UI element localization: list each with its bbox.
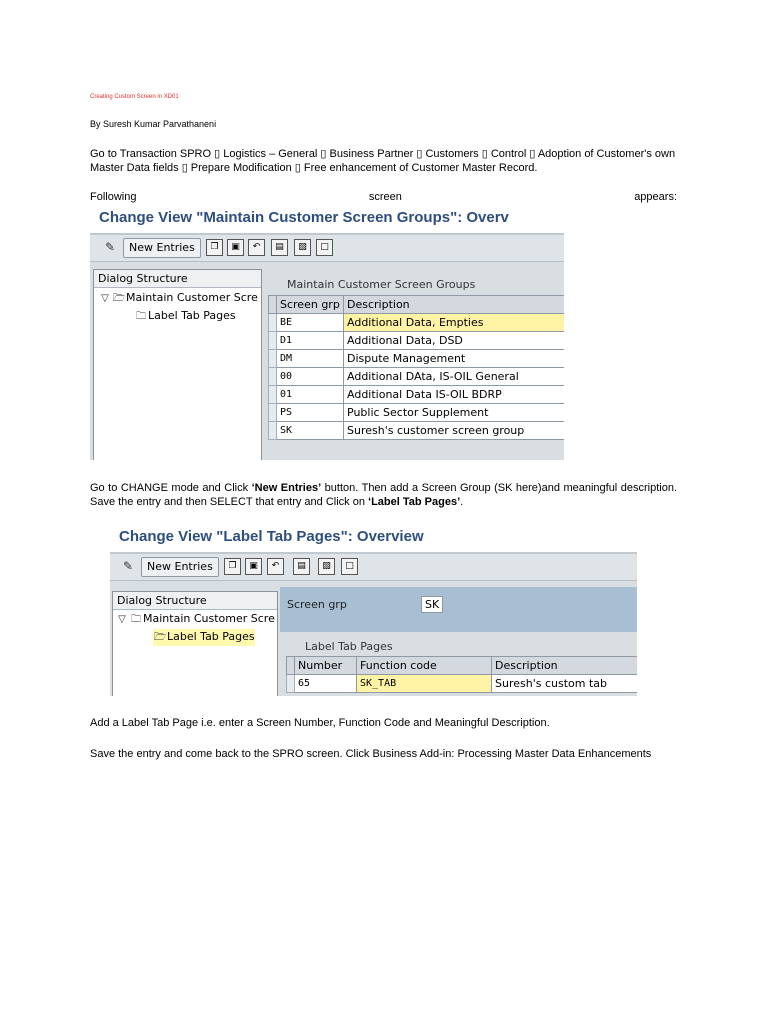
- follow-word-1: Following: [90, 191, 137, 203]
- grid-title: Label Tab Pages: [305, 640, 393, 653]
- document-title: Creating Custom Screen in XD01: [90, 94, 179, 100]
- follow-word-3: appears:: [634, 191, 677, 203]
- table-row[interactable]: [269, 368, 565, 386]
- screenshot-title-bar: [90, 205, 564, 235]
- description-cell[interactable]: Suresh's customer screen group: [344, 422, 565, 440]
- screenshot-title-bar: [110, 524, 637, 554]
- row-selector[interactable]: [269, 368, 277, 386]
- grid-title: Maintain Customer Screen Groups: [287, 278, 476, 291]
- instruction-text-1: Go to CHANGE mode and Click: [90, 482, 252, 494]
- table-row[interactable]: [269, 314, 565, 332]
- glasses-icon[interactable]: ✎: [122, 559, 134, 573]
- table-row[interactable]: [269, 332, 565, 350]
- description-cell[interactable]: Additional Data, DSD: [344, 332, 565, 350]
- screenshot-screen-groups: [90, 205, 564, 460]
- table-row[interactable]: [269, 350, 565, 368]
- select-block-icon[interactable]: ▧: [318, 558, 335, 575]
- expand-triangle-icon[interactable]: ▽: [118, 614, 126, 625]
- select-all-cell[interactable]: [269, 296, 277, 314]
- delete-icon[interactable]: ▣: [227, 239, 244, 256]
- row-selector[interactable]: [269, 404, 277, 422]
- spro-path-paragraph: Go to Transaction SPRO ▯ Logistics – General ▯ Business Partner ▯ Customers ▯ Control ▯ Adoption of Customer's own Master Data fields ▯ Prepare Modification ▯ Free enhancement of Customer Master Record.: [90, 148, 676, 174]
- instruction-text-3: .: [460, 496, 464, 508]
- expand-triangle-icon[interactable]: ▽: [101, 293, 109, 304]
- table-header-row: [287, 657, 638, 675]
- open-folder-icon: 🗁: [112, 293, 126, 304]
- row-selector[interactable]: [269, 386, 277, 404]
- description-cell[interactable]: Suresh's custom tab: [492, 675, 638, 693]
- folder-icon: 🗀: [136, 311, 146, 322]
- label-tab-pages-emphasis: ‘Label Tab Pages’: [368, 496, 461, 508]
- function-code-cell[interactable]: SK_TAB: [357, 675, 492, 693]
- screen-groups-table: [268, 295, 564, 440]
- number-cell[interactable]: 65: [295, 675, 357, 693]
- dialog-structure-panel: [93, 269, 262, 460]
- new-entries-emphasis: ‘New Entries’: [251, 482, 322, 494]
- application-toolbar: [90, 235, 564, 262]
- application-toolbar: [110, 554, 637, 581]
- row-selector[interactable]: [269, 332, 277, 350]
- follow-word-2: screen: [368, 191, 402, 203]
- tree-item-customer-screens[interactable]: [98, 290, 258, 307]
- dialog-structure-panel: [112, 591, 278, 696]
- column-header-description[interactable]: Description: [344, 296, 565, 314]
- label-tab-pages-table: [286, 656, 637, 693]
- tree-root-label: Maintain Customer Scre: [143, 612, 275, 625]
- screen-grp-field[interactable]: SK: [421, 596, 443, 613]
- description-cell[interactable]: Additional Data IS-OIL BDRP: [344, 386, 565, 404]
- description-cell[interactable]: Additional Data, Empties: [344, 314, 565, 332]
- screen-grp-cell[interactable]: DM: [277, 350, 344, 368]
- author-line: By Suresh Kumar Parvathaneni: [90, 119, 217, 129]
- open-folder-icon: 🗁: [153, 632, 167, 643]
- table-row[interactable]: [269, 422, 565, 440]
- copy-icon[interactable]: ❐: [224, 558, 241, 575]
- select-all-icon[interactable]: ▤: [271, 239, 288, 256]
- tree-child-label: Label Tab Pages: [167, 630, 255, 643]
- select-all-cell[interactable]: [287, 657, 295, 675]
- row-selector[interactable]: [287, 675, 295, 693]
- description-cell[interactable]: Additional DAta, IS-OIL General: [344, 368, 565, 386]
- screenshot-label-tab-pages: [110, 524, 637, 696]
- glasses-icon[interactable]: ✎: [104, 240, 116, 254]
- tree-root-label: Maintain Customer Scre: [126, 291, 258, 304]
- screenshot-title: Change View "Maintain Customer Screen Groups": Overv: [99, 209, 509, 226]
- folder-icon: 🗀: [131, 614, 141, 625]
- instruction-paragraph: [90, 481, 677, 509]
- new-entries-button[interactable]: New Entries: [123, 238, 201, 258]
- description-cell[interactable]: Dispute Management: [344, 350, 565, 368]
- column-header-description[interactable]: Description: [492, 657, 638, 675]
- dialog-structure-heading: Dialog Structure: [113, 592, 277, 610]
- table-row[interactable]: [269, 386, 565, 404]
- undo-icon[interactable]: ↶: [267, 558, 284, 575]
- new-entries-button[interactable]: New Entries: [141, 557, 219, 577]
- tree-item-label-tab-pages[interactable]: [134, 308, 236, 325]
- screen-grp-cell[interactable]: 01: [277, 386, 344, 404]
- tree-child-label: Label Tab Pages: [148, 309, 236, 322]
- copy-icon[interactable]: ❐: [206, 239, 223, 256]
- screen-grp-label: Screen grp: [287, 598, 347, 611]
- screen-grp-cell[interactable]: 00: [277, 368, 344, 386]
- tree-item-label-tab-pages[interactable]: [153, 629, 255, 646]
- description-cell[interactable]: Public Sector Supplement: [344, 404, 565, 422]
- table-row[interactable]: [269, 404, 565, 422]
- deselect-all-icon[interactable]: □: [341, 558, 358, 575]
- column-header-screen-grp[interactable]: Screen grp: [277, 296, 344, 314]
- screen-grp-cell[interactable]: D1: [277, 332, 344, 350]
- select-block-icon[interactable]: ▧: [294, 239, 311, 256]
- row-selector[interactable]: [269, 314, 277, 332]
- badi-instruction: Save the entry and come back to the SPRO screen. Click Business Add-in: Processing Master Data Enhancements: [90, 748, 652, 760]
- dialog-structure-heading: Dialog Structure: [94, 270, 261, 288]
- deselect-all-icon[interactable]: □: [316, 239, 333, 256]
- screen-grp-cell[interactable]: SK: [277, 422, 344, 440]
- row-selector[interactable]: [269, 422, 277, 440]
- select-all-icon[interactable]: ▤: [293, 558, 310, 575]
- column-header-number[interactable]: Number: [295, 657, 357, 675]
- table-header-row: [269, 296, 565, 314]
- column-header-function-code[interactable]: Function code: [357, 657, 492, 675]
- instruction-text-2: button. Then add a Screen Group (SK here)and meaningful description. Save the entry and then SELECT that entry and Click on: [90, 482, 678, 508]
- delete-icon[interactable]: ▣: [245, 558, 262, 575]
- row-selector[interactable]: [269, 350, 277, 368]
- following-screen-line: [90, 191, 677, 203]
- undo-icon[interactable]: ↶: [248, 239, 265, 256]
- screen-grp-cell[interactable]: PS: [277, 404, 344, 422]
- screenshot-title: Change View "Label Tab Pages": Overview: [119, 528, 424, 545]
- table-row[interactable]: [287, 675, 638, 693]
- screen-grp-cell[interactable]: BE: [277, 314, 344, 332]
- tree-item-customer-screens[interactable]: [115, 611, 275, 628]
- label-tab-instruction: Add a Label Tab Page i.e. enter a Screen Number, Function Code and Meaningful Description.: [90, 717, 550, 729]
